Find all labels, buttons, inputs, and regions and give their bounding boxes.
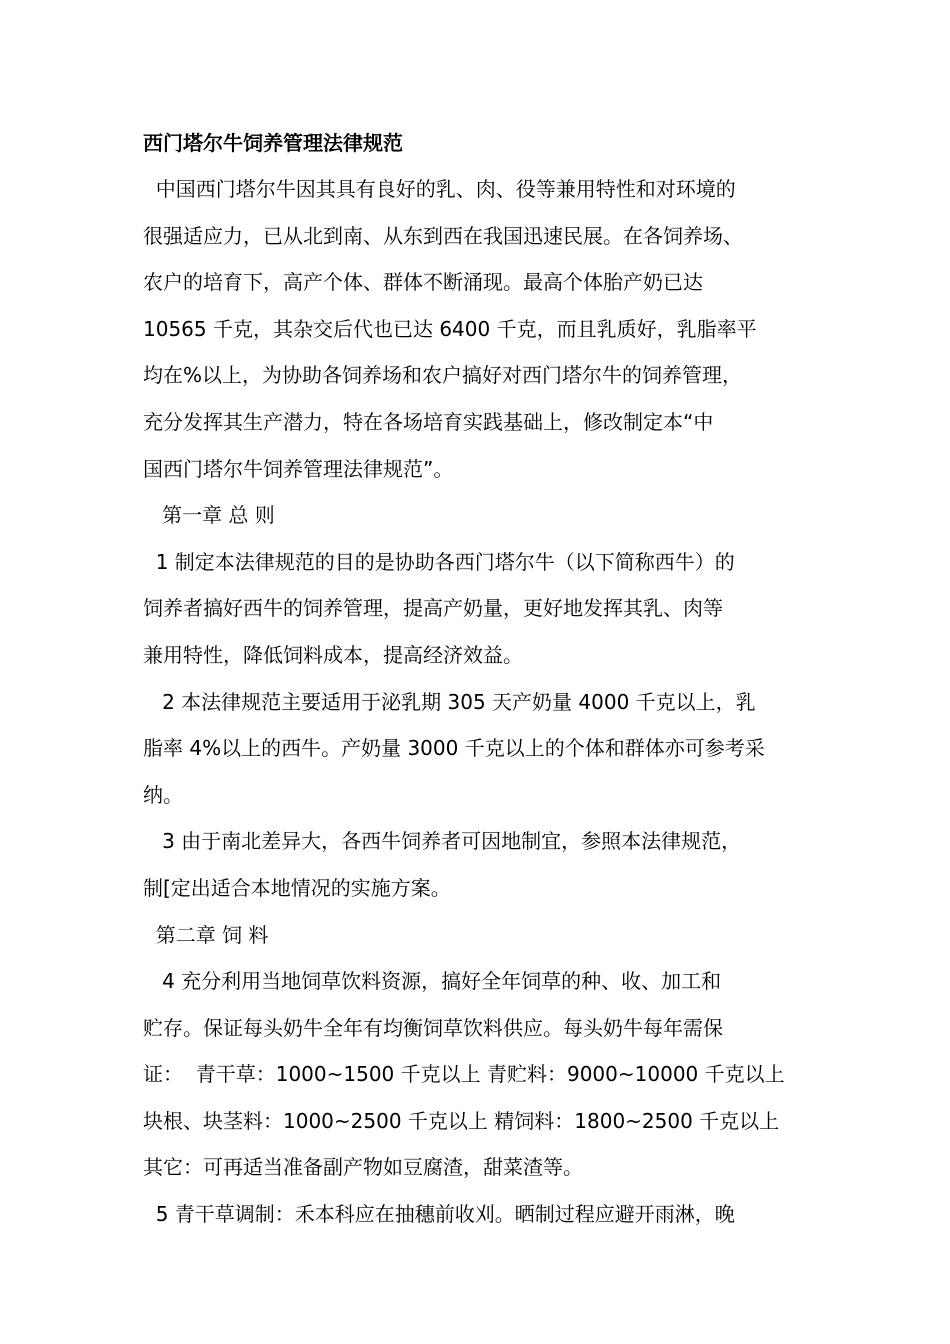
text-line: 国西门塔尔牛饲养管理法律规范”。 [143, 456, 454, 481]
text-line: 2 本法律规范主要适用于泌乳期 305 天产奶量 4000 千克以上，乳 [143, 689, 756, 714]
text-line: 贮存。保证每头奶牛全年有均衡饲草饮料供应。每头奶牛每年需保 [143, 1015, 723, 1040]
text-line: 均在%以上，为协助各饲养场和农户搞好对西门塔尔牛的饲养管理， [143, 363, 743, 388]
text-line: 制[定出适合本地情况的实施方案。 [143, 875, 451, 900]
text-line: 块根、块茎料：1000~2500 千克以上 精饲料：1800~2500 千克以上 [143, 1108, 780, 1133]
text-line: 兼用特性，降低饲料成本，提高经济效益。 [143, 642, 523, 667]
text-line: 3 由于南北差异大，各西牛饲养者可因地制宜，参照本法律规范， [143, 829, 742, 854]
text-line: 第二章 饲 料 [143, 922, 269, 947]
text-line: 中国西门塔尔牛因其具有良好的乳、肉、役等兼用特性和对环境的 [143, 177, 736, 201]
text-line: 脂率 4%以上的西牛。产奶量 3000 千克以上的个体和群体亦可参考采 [143, 736, 765, 761]
text-line: 其它：可再适当准备副产物如豆腐渣，甜菜渣等。 [143, 1155, 583, 1180]
text-line: 很强适应力，已从北到南、从东到西在我国迅速民展。在各饲养场、 [143, 223, 743, 248]
text-line: 第一章 总 则 [143, 503, 275, 528]
text-line: 纳。 [143, 782, 183, 807]
text-line: 充分发挥其生产潜力，特在各场培育实践基础上，修改制定本“中 [143, 409, 714, 434]
document-title: 西门塔尔牛饲养管理法律规范 [143, 131, 403, 155]
text-line: 证： 青干草：1000~1500 千克以上 青贮料：9000~10000 千克以上 [143, 1062, 785, 1087]
text-line: 1 制定本法律规范的目的是协助各西门塔尔牛（以下简称西牛）的 [143, 549, 735, 574]
document-text [143, 166, 823, 1238]
text-line: 5 青干草调制：禾本科应在抽穗前收刈。晒制过程应避开雨淋，晚 [143, 1202, 735, 1227]
document-body [143, 120, 823, 1238]
text-line: 农户的培育下，高产个体、群体不断涌现。最高个体胎产奶已达 [143, 270, 703, 295]
text-line: 10565 千克，其杂交后代也已达 6400 千克，而且乳质好，乳脂率平 [143, 316, 757, 341]
text-line: 饲养者搞好西牛的饲养管理，提高产奶量，更好地发挥其乳、肉等 [143, 596, 723, 621]
text-line: 4 充分利用当地饲草饮料资源，搞好全年饲草的种、收、加工和 [143, 969, 722, 994]
